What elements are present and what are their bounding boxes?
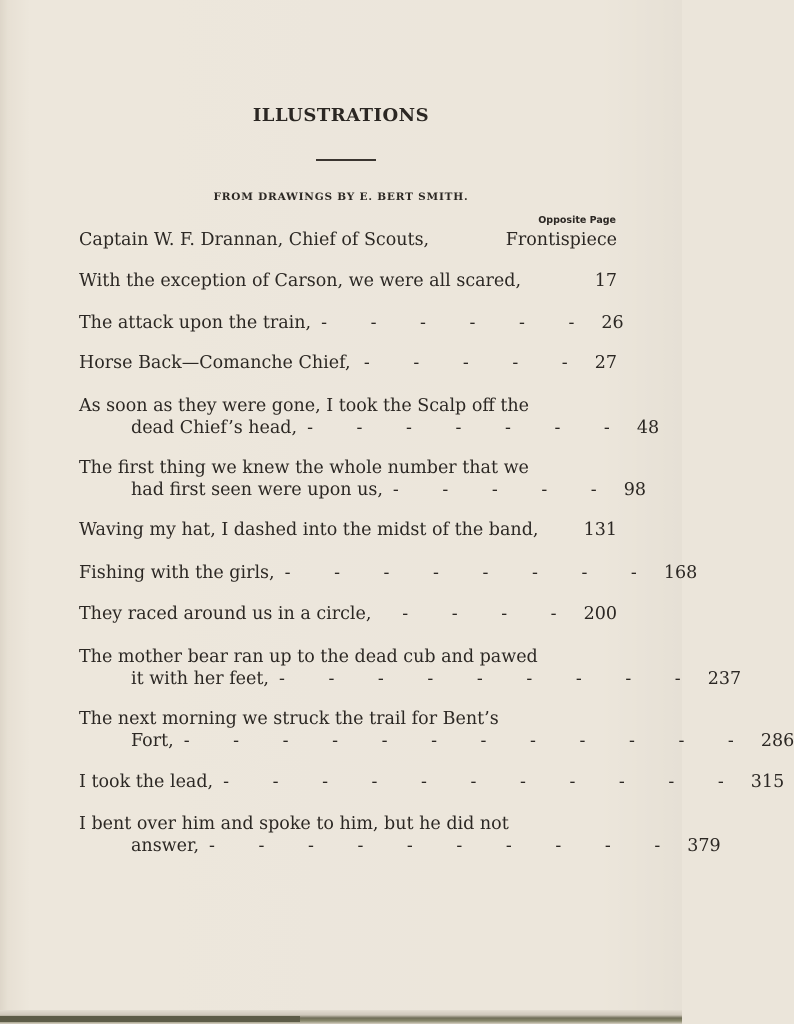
entry-caption-continued: Fort, [131, 731, 174, 751]
entry-caption: Captain W. F. Drannan, Chief of Scouts, [79, 230, 430, 250]
entry-page-number: 286 [760, 731, 794, 751]
dot-leader: - - - - - [363, 353, 587, 373]
entry-caption-continued: answer, [131, 836, 200, 856]
entry-caption-continued: had first seen were upon us, [131, 480, 383, 500]
entry-page-number: 26 [601, 313, 624, 333]
title-rule [316, 159, 376, 161]
entry-caption: With the exception of Carson, we were all scared, [79, 271, 522, 291]
illustration-entry [79, 646, 742, 690]
illustration-entry [79, 457, 646, 501]
illustration-entry [79, 519, 617, 541]
illustration-entry [79, 708, 794, 752]
page-bottom-edge [0, 1010, 682, 1024]
entry-page-number: 98 [623, 480, 646, 500]
entry-caption: The next morning we struck the trail for Bent’s [79, 709, 499, 729]
entry-caption: Waving my hat, I dashed into the midst of the band, [79, 520, 539, 540]
dot-leader: - - - - [402, 604, 576, 624]
dot-leader: - - - - - - - - - - - - [183, 731, 753, 751]
entry-caption: They raced around us in a circle, [79, 604, 372, 624]
entry-caption: I took the lead, [79, 772, 214, 792]
entry-page-number: 27 [594, 353, 617, 373]
entry-caption: I bent over him and spoke to him, but he did not [79, 814, 509, 834]
entry-caption: The first thing we knew the whole number that we [79, 458, 529, 478]
dot-leader: - - - - - - - [307, 418, 629, 438]
page-title: ILLUSTRATIONS [252, 105, 430, 126]
dot-leader: - - - - - [392, 480, 616, 500]
dot-leader: - - - - - - - - [284, 563, 656, 583]
dot-leader: - - - - - - - - - - - [223, 772, 743, 792]
entry-caption-continued: dead Chief’s head, [131, 418, 298, 438]
entry-caption: The mother bear ran up to the dead cub and pawed [79, 647, 538, 667]
dot-leader: - - - - - - [321, 313, 594, 333]
entry-page-number: 17 [594, 271, 617, 291]
drawings-credit: FROM DRAWINGS BY E. BERT SMITH. [213, 191, 469, 203]
illustration-entry [79, 813, 721, 857]
entry-page-number: 48 [636, 418, 660, 438]
entry-caption: Fishing with the girls, [79, 563, 275, 583]
entry-page-number: 131 [583, 520, 617, 540]
illustration-entry [79, 771, 785, 793]
entry-page-number: 200 [583, 604, 617, 624]
entry-page-number: Frontispiece [505, 230, 617, 250]
illustration-entry [79, 603, 617, 625]
cover-edge [0, 1016, 300, 1022]
entry-caption: As soon as they were gone, I took the Scalp off the [79, 396, 530, 416]
illustration-entry-frontispiece [79, 229, 617, 251]
illustration-entry [79, 352, 617, 374]
illustration-entry [79, 562, 698, 584]
entry-page-number: 168 [663, 563, 698, 583]
entry-page-number: 379 [687, 836, 721, 856]
dot-leader: - - - - - - - - - - [209, 836, 680, 856]
illustration-entry [79, 312, 624, 334]
opposite-page-label: Opposite Page [538, 215, 616, 226]
dot-leader: - - - - - - - - - [278, 669, 700, 689]
entry-caption-continued: it with her feet, [131, 669, 269, 689]
illustration-entry [79, 395, 660, 439]
entry-caption: Horse Back—Comanche Chief, [79, 353, 351, 373]
illustration-entry [79, 270, 617, 292]
entry-page-number: 315 [750, 772, 785, 792]
entry-caption: The attack upon the train, [79, 313, 312, 333]
entry-page-number: 237 [707, 669, 742, 689]
